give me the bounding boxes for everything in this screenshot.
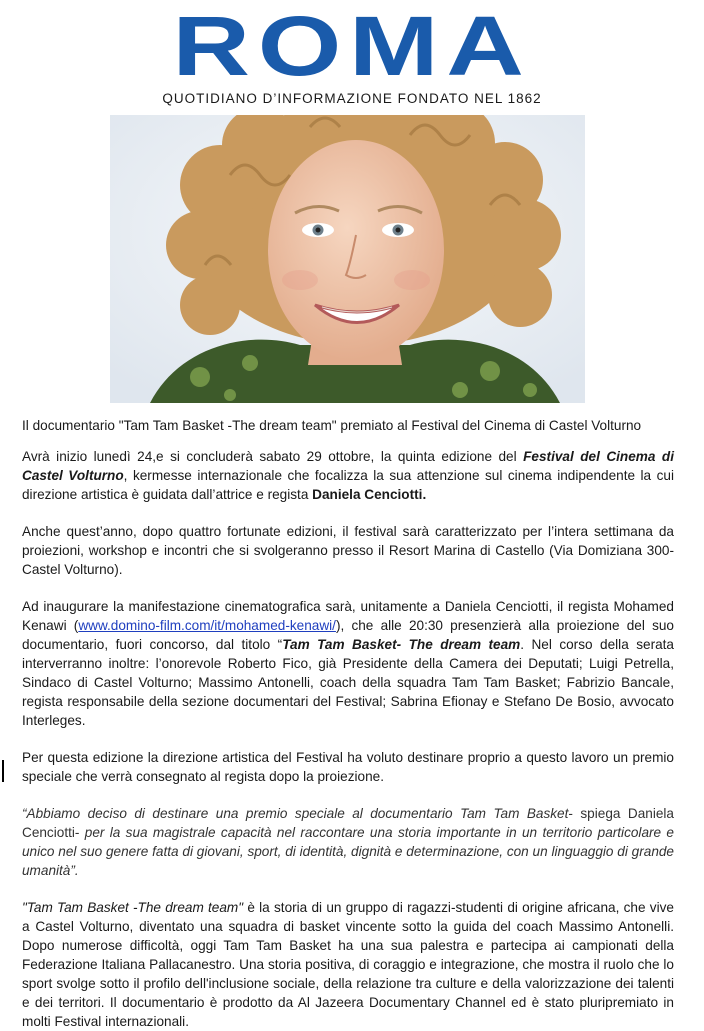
masthead-tagline: QUOTIDIANO D’INFORMAZIONE FONDATO NEL 1862 [162, 91, 542, 106]
p5-text: è la storia di un gruppo di ragazzi-studenti di origine africana, che vive a Castel Volturno, diventato una squadra di basket vincente sotto la guida del coach Massimo Antonelli. Dopo numerose difficoltà, oggi Tam Tam Basket ha una sua palestra e partecipa ai campionati della Federazione Italiana Pallacanestro. Una storia positiva, di coraggio e integrazione, che mostra il ruolo che lo sport svolge sotto il profilo dell'inclusione sociale, della relazione tra culture e della valorizzazione dei talenti e dei territori. Il documentario è prodotto da Al Jazeera Documentary Channel ed è stato pluripremiato in molti Festival internazionali. [22, 900, 674, 1029]
masthead [0, 0, 704, 106]
article-body [22, 416, 674, 1031]
paragraph-2: Anche quest’anno, dopo quattro fortunate edizioni, il festival sarà caratterizzato per l’intera settimana da proiezioni, workshop e incontri che si svolgeranno presso il Resort Marina di Castello (Via Domiziana 300- Castel Volturno). [22, 524, 674, 577]
portrait-photo [110, 115, 585, 403]
paragraph-5 [22, 898, 674, 1031]
paragraph-1 [22, 447, 674, 504]
paragraph-4: Per questa edizione la direzione artistica del Festival ha voluto destinare proprio a questo lavoro un premio speciale che verrà consegnato al regista dopo la proiezione. [22, 750, 674, 784]
festival-name: Festival del Cinema di Castel Volturno [22, 449, 675, 483]
margin-marker [2, 760, 4, 782]
quote-attribution: - spiega Daniela Cenciotti- [22, 806, 674, 840]
quote-text-a: “Abbiamo deciso di destinare una premio speciale al documentario Tam Tam Basket [22, 806, 569, 821]
quote-paragraph [22, 804, 674, 880]
director-name: Daniela Cenciotti. [312, 487, 427, 502]
article-caption: Il documentario "Tam Tam Basket -The dream team" premiato al Festival del Cinema di Castel Volturno [22, 418, 642, 433]
kenawi-link[interactable]: www.domino-film.com/it/mohamed-kenawi/ [78, 618, 336, 633]
p1-text-a: Avrà inizio lunedì 24,e si concluderà sabato 29 ottobre, la quinta edizione del [22, 449, 524, 464]
p3-text-a: Ad inaugurare la manifestazione cinematografica sarà, unitamente a Daniela Cenciotti, il regista Mohamed Kenawi ( [22, 599, 674, 633]
documentary-title: Tam Tam Basket- The dream team [282, 637, 521, 652]
p1-text-b: , kermesse internazionale che focalizza la sua attenzione sul cinema indipendente la cui direzione artistica è guidata dall’attrice e regista [22, 468, 674, 502]
paragraph-3 [22, 597, 674, 730]
newspaper-logo[interactable]: ROMA [172, 0, 532, 93]
p3-text-b: ), che alle 20:30 presenzierà alla proiezione del suo documentario, fuori concorso, dal titolo “ [22, 618, 674, 652]
p3-text-c: . Nel corso della serata interverranno inoltre: l’onorevole Roberto Fico, già Presidente della Camera dei Deputati; Luigi Petrella, Sindaco di Castel Volturno; Massimo Antonelli, coach della squadra Tam Tam Basket; Fabrizio Bancale, regista responsabile della sezione documentari del Festival; Sabrina Efionay e Stefano De Bosio, avvocato Interleges. [22, 637, 674, 728]
portrait-illustration [110, 115, 585, 403]
quote-text-b: per la sua magistrale capacità nel raccontare una storia importante in un territorio particolare e unico nel suo genere fatta di giovani, sport, di identità, dignità e determinazione, con un linguaggio di grande umanità”. [22, 825, 674, 878]
p5-title: "Tam Tam Basket -The dream team" [22, 900, 244, 915]
